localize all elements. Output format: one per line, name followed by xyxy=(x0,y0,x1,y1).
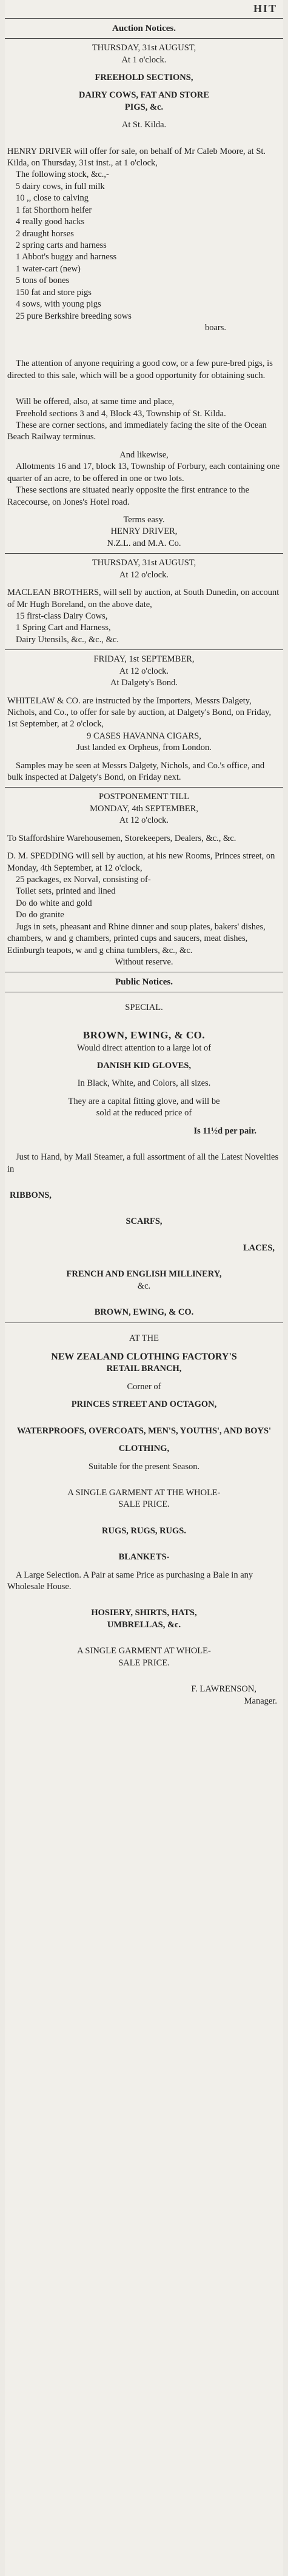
ad-clothing-factory xyxy=(5,1327,283,1707)
ad-corner: These are corner sections, and immediately facing the site of the Ocean Beach Railway terminus. xyxy=(7,420,267,442)
ad-price: sold at the reduced price of xyxy=(96,1108,192,1118)
list-item: 150 fat and store pigs xyxy=(16,287,92,297)
ad-also: Will be offered, also, at same time and place, xyxy=(16,397,175,407)
list-item: 15 first-class Dairy Cows, xyxy=(16,611,108,621)
ad-time: At 12 o'clock. xyxy=(119,666,169,676)
list-item: 10 ,, close to calving xyxy=(16,193,89,204)
ad-rugs: RUGS, RUGS, RUGS. xyxy=(102,1525,186,1536)
ad-reserve: Without reserve. xyxy=(115,957,173,967)
list-item: 5 dairy cows, in full milk xyxy=(16,181,105,191)
ad-single: A SINGLE GARMENT AT THE WHOLE- xyxy=(67,1487,221,1498)
ad-date: FRIDAY, 1st SEPTEMBER, xyxy=(93,654,195,665)
ad-samples: Samples may be seen at Messrs Dalgety, Nichols, and Co.'s office, and bulk inspected at Dalgety's Bond, on Friday next. xyxy=(7,760,265,783)
ad-gloves: DANISH KID GLOVES, xyxy=(96,1061,192,1071)
list-item: 1 Abbot's buggy and harness xyxy=(16,252,117,262)
ad-place: At St. Kilda. xyxy=(121,120,167,130)
ad-following: The following stock, &c.,- xyxy=(16,170,109,180)
divider xyxy=(5,38,283,39)
ad-colours: In Black, White, and Colors, all sizes. xyxy=(77,1078,211,1089)
masthead-strip xyxy=(5,0,283,19)
ad-time: At 12 o'clock. xyxy=(119,815,169,826)
ad-special: SPECIAL. xyxy=(125,1003,163,1013)
divider xyxy=(5,553,283,554)
ad-sale-2: SALE PRICE. xyxy=(118,1658,170,1668)
ad-henry-driver xyxy=(5,42,283,549)
ad-selection: A Large Selection. A Pair at same Price as purchasing a Bale in any Wholesale House. xyxy=(7,1570,253,1592)
list-item: Do do granite xyxy=(16,910,64,920)
ad-spedding xyxy=(5,791,283,968)
ad-intro: HENRY DRIVER will offer for sale, on behalf of Mr Caleb Moore, at St. Kilda, on Thursday, 31st inst., at 1 o'clock, xyxy=(7,146,266,168)
section-heading-auction: Auction Notices. xyxy=(112,24,176,33)
cattle-list xyxy=(7,611,281,646)
ad-postponed: POSTPONEMENT TILL xyxy=(99,792,189,802)
ad-goods-3: LACES, xyxy=(243,1243,275,1253)
ad-goods-4: FRENCH AND ENGLISH MILLINERY, xyxy=(66,1269,222,1280)
ad-single-2: A SINGLE GARMENT AT WHOLE- xyxy=(77,1646,211,1656)
masthead-mark: HIT xyxy=(253,2,277,15)
ad-date: THURSDAY, 31st AUGUST, xyxy=(92,558,196,568)
ad-goods-1: RIBBONS, xyxy=(10,1190,52,1201)
list-item: Dairy Utensils, &c., &c., &c. xyxy=(16,634,119,645)
ad-title-3: PIGS, &c. xyxy=(124,102,164,112)
ad-at-the: AT THE xyxy=(129,1333,159,1343)
list-item: 1 Spring Cart and Harness, xyxy=(16,623,111,633)
ad-goods-2: SCARFS, xyxy=(126,1217,162,1227)
ad-manager-name: F. LAWRENSON, xyxy=(191,1684,256,1695)
ad-firm-sign: BROWN, EWING, & CO. xyxy=(94,1307,194,1318)
list-item: Toilet sets, printed and lined xyxy=(16,886,116,897)
ad-cigars: 9 CASES HAVANNA CIGARS, xyxy=(87,731,201,741)
ad-auctioneer: HENRY DRIVER, xyxy=(110,526,178,537)
divider xyxy=(5,649,283,650)
crockery-list xyxy=(7,874,281,921)
ad-jugs: Jugs in sets, pheasant and Rhine dinner and soup plates, bakers' dishes, chambers, w and g chambers, printed cups and saucers, meat dishes, Edinburgh teapots, w and g china tumblers, &c., &c. xyxy=(7,921,266,955)
list-item: 25 pure Berkshire breeding sows xyxy=(16,311,132,321)
ad-date: THURSDAY, 31st AUGUST, xyxy=(92,43,196,53)
ad-title-2: DAIRY COWS, FAT AND STORE xyxy=(78,90,209,101)
list-item: 4 really good hacks xyxy=(16,217,85,227)
ad-suitable: Suitable for the present Season. xyxy=(88,1461,200,1472)
list-item: 4 sows, with young pigs xyxy=(16,299,101,310)
ad-agency: N.Z.L. and M.A. Co. xyxy=(107,538,181,548)
list-item: 2 draught horses xyxy=(16,228,74,239)
ad-landed: Just landed ex Orpheus, from London. xyxy=(76,743,212,753)
list-item: 2 spring carts and harness xyxy=(16,241,107,250)
ad-hosiery: HOSIERY, SHIRTS, HATS, xyxy=(91,1608,197,1618)
ad-direct: Would direct attention to a large lot of xyxy=(76,1043,212,1053)
ad-freehold: Freehold sections 3 and 4, Block 43, Township of St. Kilda. xyxy=(16,408,226,419)
ad-clothing: CLOTHING, xyxy=(118,1444,170,1454)
ad-text: WHITELAW & CO. are instructed by the Importers, Messrs Dalgety, Nichols, and Co., to offer for sale by auction, at Dalgety's Bond, on Friday, 1st September, at 2 o'clock, xyxy=(7,695,272,729)
list-item: Do do white and gold xyxy=(16,898,92,908)
ad-waterproofs: WATERPROOFS, OVERCOATS, MEN'S, YOUTHS', AND BOYS' xyxy=(16,1426,272,1436)
ad-sale: SALE PRICE. xyxy=(118,1499,170,1510)
ad-brown-ewing xyxy=(5,996,283,1318)
ad-time: At 12 o'clock. xyxy=(119,569,169,580)
ad-firm-intro: BROWN, EWING, & CO. xyxy=(82,1029,206,1041)
ad-fitting: They are a capital fitting glove, and will be xyxy=(68,1096,220,1106)
ad-retail: RETAIL BRANCH, xyxy=(106,1364,182,1374)
ad-text: D. M. SPEDDING will sell by auction, at his new Rooms, Princes street, on Monday, 4th September, at 12 o'clock, xyxy=(7,851,275,873)
ad-rate: Is 11½d per pair. xyxy=(193,1126,256,1136)
list-item: 1 fat Shorthorn heifer xyxy=(16,205,92,215)
ad-whitelaw xyxy=(5,654,283,783)
ad-title: FREEHOLD SECTIONS, xyxy=(95,72,193,82)
divider xyxy=(5,787,283,788)
section-heading-public: Public Notices. xyxy=(115,977,173,988)
ad-corner-of: Corner of xyxy=(127,1381,161,1392)
ad-allotments: Allotments 16 and 17, block 13, Township of Forbury, each containing one quarter of an acre, to be offered in one or two lots. xyxy=(7,462,280,483)
ad-manager-title: Manager. xyxy=(244,1696,277,1706)
ad-time: At 1 o'clock. xyxy=(121,55,167,65)
ad-situated: These sections are situated nearly opposite the first entrance to the Racecourse, on Jones's Hotel road. xyxy=(7,485,249,507)
ad-maclean-brothers xyxy=(5,557,283,646)
newspaper-column xyxy=(5,0,283,2576)
ad-place: At Dalgety's Bond. xyxy=(110,678,178,688)
ad-date: MONDAY, 4th SEPTEMBER, xyxy=(90,803,198,814)
ad-umbrellas: UMBRELLAS, &c. xyxy=(107,1619,181,1630)
stock-list xyxy=(7,181,281,322)
ad-blankets: BLANKETS- xyxy=(118,1552,170,1562)
ad-attention: The attention of anyone requiring a good cow, or a few pure-bred pigs, is directed to this sale, which will be a good opportunity for obtaining such. xyxy=(7,359,273,380)
ad-text: MACLEAN BROTHERS, will sell by auction, at South Dunedin, on account of Mr Hugh Boreland, on the above date, xyxy=(7,588,280,609)
list-item: 25 packages, ex Norval, consisting of- xyxy=(16,874,151,885)
list-item: 5 tons of bones xyxy=(16,276,70,286)
ad-boars: boars. xyxy=(204,322,226,333)
ad-warehouse: To Staffordshire Warehousemen, Storekeepers, Dealers, &c., &c. xyxy=(7,833,236,843)
list-item: 1 water-cart (new) xyxy=(16,264,81,274)
ad-terms: Terms easy. xyxy=(123,515,165,525)
ad-factory: NEW ZEALAND CLOTHING FACTORY'S xyxy=(51,1351,237,1362)
ad-just: Just to Hand, by Mail Steamer, a full assortment of all the Latest Novelties in xyxy=(7,1152,279,1174)
ad-streets: PRINCES STREET AND OCTAGON, xyxy=(71,1399,217,1410)
ad-goods-5: &c. xyxy=(137,1281,151,1291)
ad-likewise: And likewise, xyxy=(119,450,169,460)
